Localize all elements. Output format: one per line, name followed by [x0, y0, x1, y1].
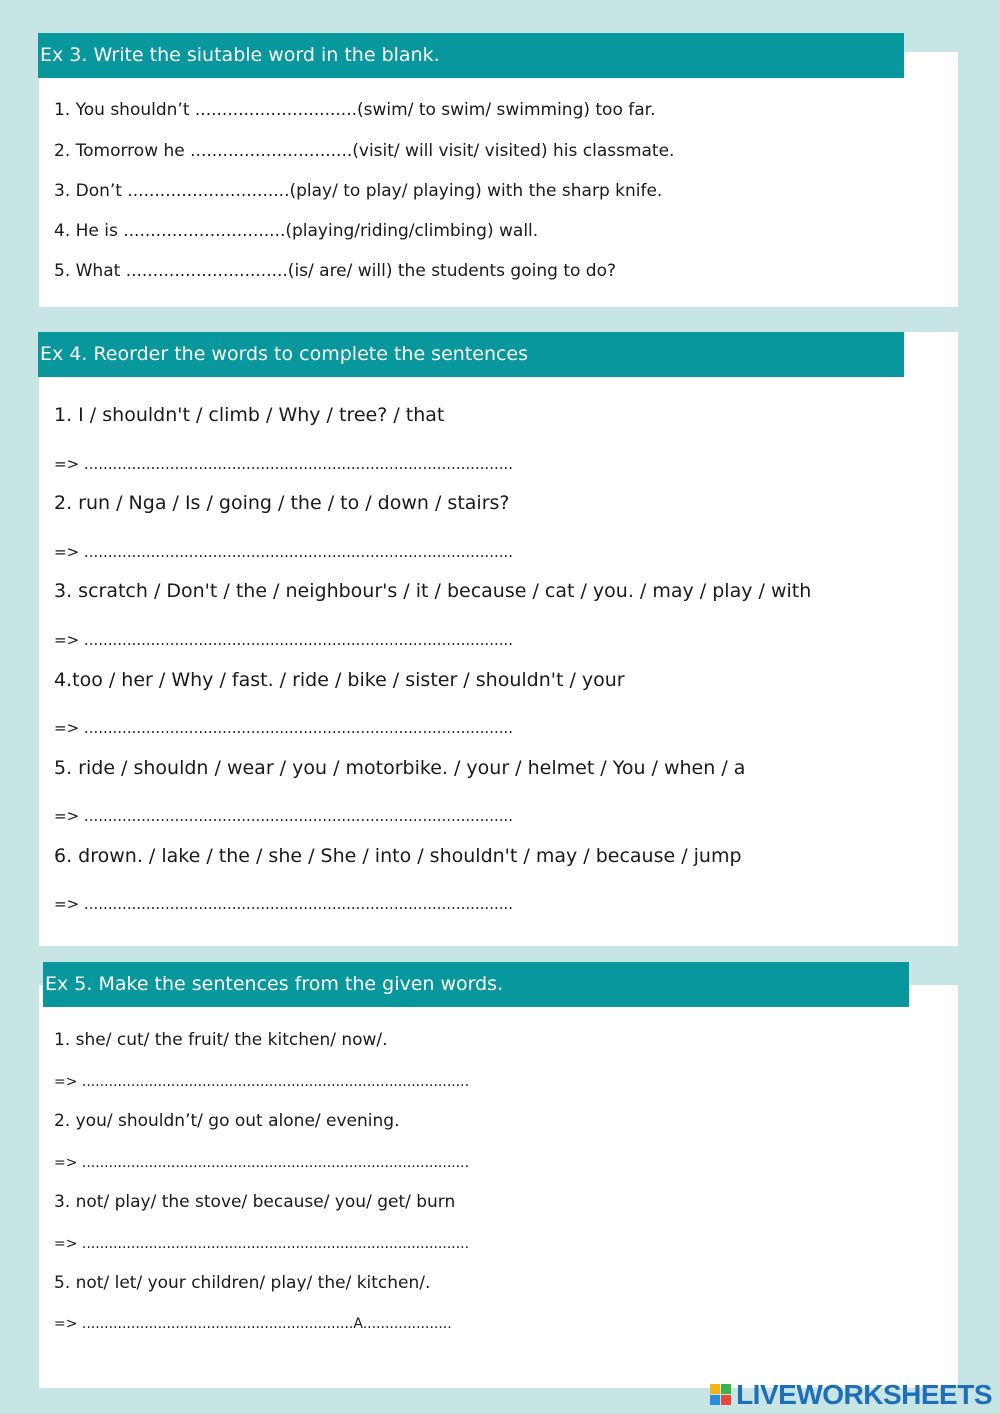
- liveworksheets-logo[interactable]: [710, 1378, 992, 1412]
- exercise-4-answer-line[interactable]: => ..........................................................................................: [54, 631, 514, 649]
- exercise-5-prompt: 5. not/ let/ your children/ play/ the/ kitchen/.: [54, 1273, 431, 1293]
- logo-text: LIVEWORKSHEETS: [736, 1379, 992, 1410]
- exercise-4-answer-line[interactable]: => ..........................................................................................: [54, 807, 514, 825]
- exercise-4-prompt: 6. drown. / lake / the / she / She / into / shouldn't / may / because / jump: [54, 845, 742, 867]
- exercise-4-answer-line[interactable]: => ..........................................................................................: [54, 719, 514, 737]
- exercise-4-prompt: 3. scratch / Don't / the / neighbour's / it / because / cat / you. / may / play / with: [54, 580, 812, 602]
- exercise-4-title: Ex 4. Reorder the words to complete the sentences: [38, 332, 904, 377]
- exercise-5-prompt: 1. she/ cut/ the fruit/ the kitchen/ now/.: [54, 1030, 388, 1050]
- exercise-4-answer-line[interactable]: => ..........................................................................................: [54, 895, 514, 913]
- exercise-5-title: Ex 5. Make the sentences from the given words.: [43, 962, 909, 1007]
- exercise-5-prompt: 2. you/ shouldn’t/ go out alone/ evening.: [54, 1111, 400, 1131]
- exercise-5-answer-line[interactable]: => .......................................................................................: [54, 1074, 470, 1090]
- exercise-3-item: 2. Tomorrow he ..............................(visit/ will visit/ visited) his classmate.: [54, 141, 675, 161]
- exercise-4-prompt: 4.too / her / Why / fast. / ride / bike / sister / shouldn't / your: [54, 669, 625, 691]
- exercise-3-item: 3. Don’t ..............................(play/ to play/ playing) with the sharp knife.: [54, 181, 663, 201]
- exercise-3-item: 5. What ..............................(is/ are/ will) the students going to do?: [54, 261, 617, 281]
- exercise-4-prompt: 2. run / Nga / Is / going / the / to / down / stairs?: [54, 492, 510, 514]
- exercise-3-item: 1. You shouldn’t ..............................(swim/ to swim/ swimming) too far.: [54, 100, 656, 120]
- exercise-5-answer-line[interactable]: => .............................................................A....................: [54, 1316, 452, 1332]
- exercise-4-answer-line[interactable]: => ..........................................................................................: [54, 455, 514, 473]
- exercise-3-item: 4. He is ..............................(playing/riding/climbing) wall.: [54, 221, 539, 241]
- liveworksheets-logo-icon: [710, 1384, 732, 1406]
- exercise-5-answer-line[interactable]: => .......................................................................................: [54, 1236, 470, 1252]
- exercise-4-answer-line[interactable]: => ..........................................................................................: [54, 543, 514, 561]
- exercise-4-prompt: 1. I / shouldn't / climb / Why / tree? / that: [54, 404, 445, 426]
- exercise-5-prompt: 3. not/ play/ the stove/ because/ you/ get/ burn: [54, 1192, 456, 1212]
- exercise-4-prompt: 5. ride / shouldn / wear / you / motorbike. / your / helmet / You / when / a: [54, 757, 746, 779]
- exercise-5-answer-line[interactable]: => .......................................................................................: [54, 1155, 470, 1171]
- exercise-3-title: Ex 3. Write the siutable word in the blank.: [38, 33, 904, 78]
